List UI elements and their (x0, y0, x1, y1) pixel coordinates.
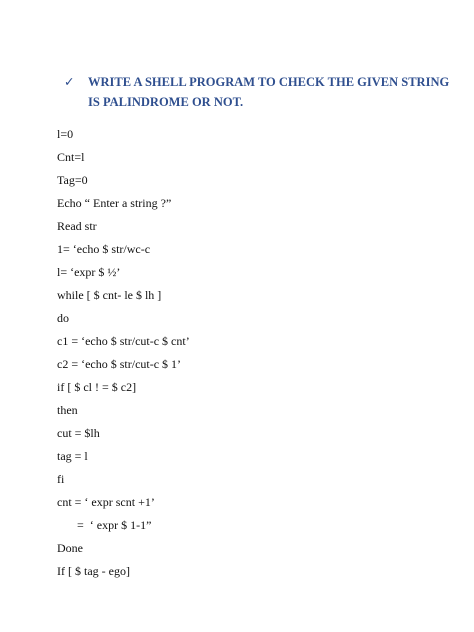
checkmark-icon: ✓ (64, 75, 75, 89)
heading-line-1: WRITE A SHELL PROGRAM TO CHECK THE GIVEN STRING (88, 75, 450, 89)
code-line: cnt = ‘ expr scnt +1’ (57, 495, 155, 509)
code-line: then (57, 403, 78, 417)
code-line: Tag=0 (57, 173, 88, 187)
code-line: cut = $lh (57, 426, 100, 440)
code-line: fi (57, 472, 65, 486)
code-line: Cnt=l (57, 150, 85, 164)
heading-line-2: IS PALINDROME OR NOT. (88, 95, 244, 109)
code-line: 1= ‘echo $ str/wc-c (57, 242, 151, 256)
code-line: Read str (57, 219, 97, 233)
code-line: while [ $ cnt- le $ lh ] (57, 288, 162, 302)
code-line: = ‘ expr $ 1-1” (68, 518, 152, 532)
code-line: l=0 (57, 127, 74, 141)
code-line: l= ‘expr $ ½’ (57, 265, 121, 279)
code-line: c2 = ‘echo $ str/cut-c $ 1’ (57, 357, 182, 371)
code-line: Done (57, 541, 83, 555)
code-line: do (57, 311, 69, 325)
code-line: if [ $ cl ! = $ c2] (57, 380, 137, 394)
code-line: c1 = ‘echo $ str/cut-c $ cnt’ (57, 334, 190, 348)
code-line: If [ $ tag - ego] (57, 564, 130, 578)
code-line: tag = l (57, 449, 88, 463)
document-heading (64, 72, 450, 112)
code-line: Echo “ Enter a string ?” (57, 196, 172, 210)
